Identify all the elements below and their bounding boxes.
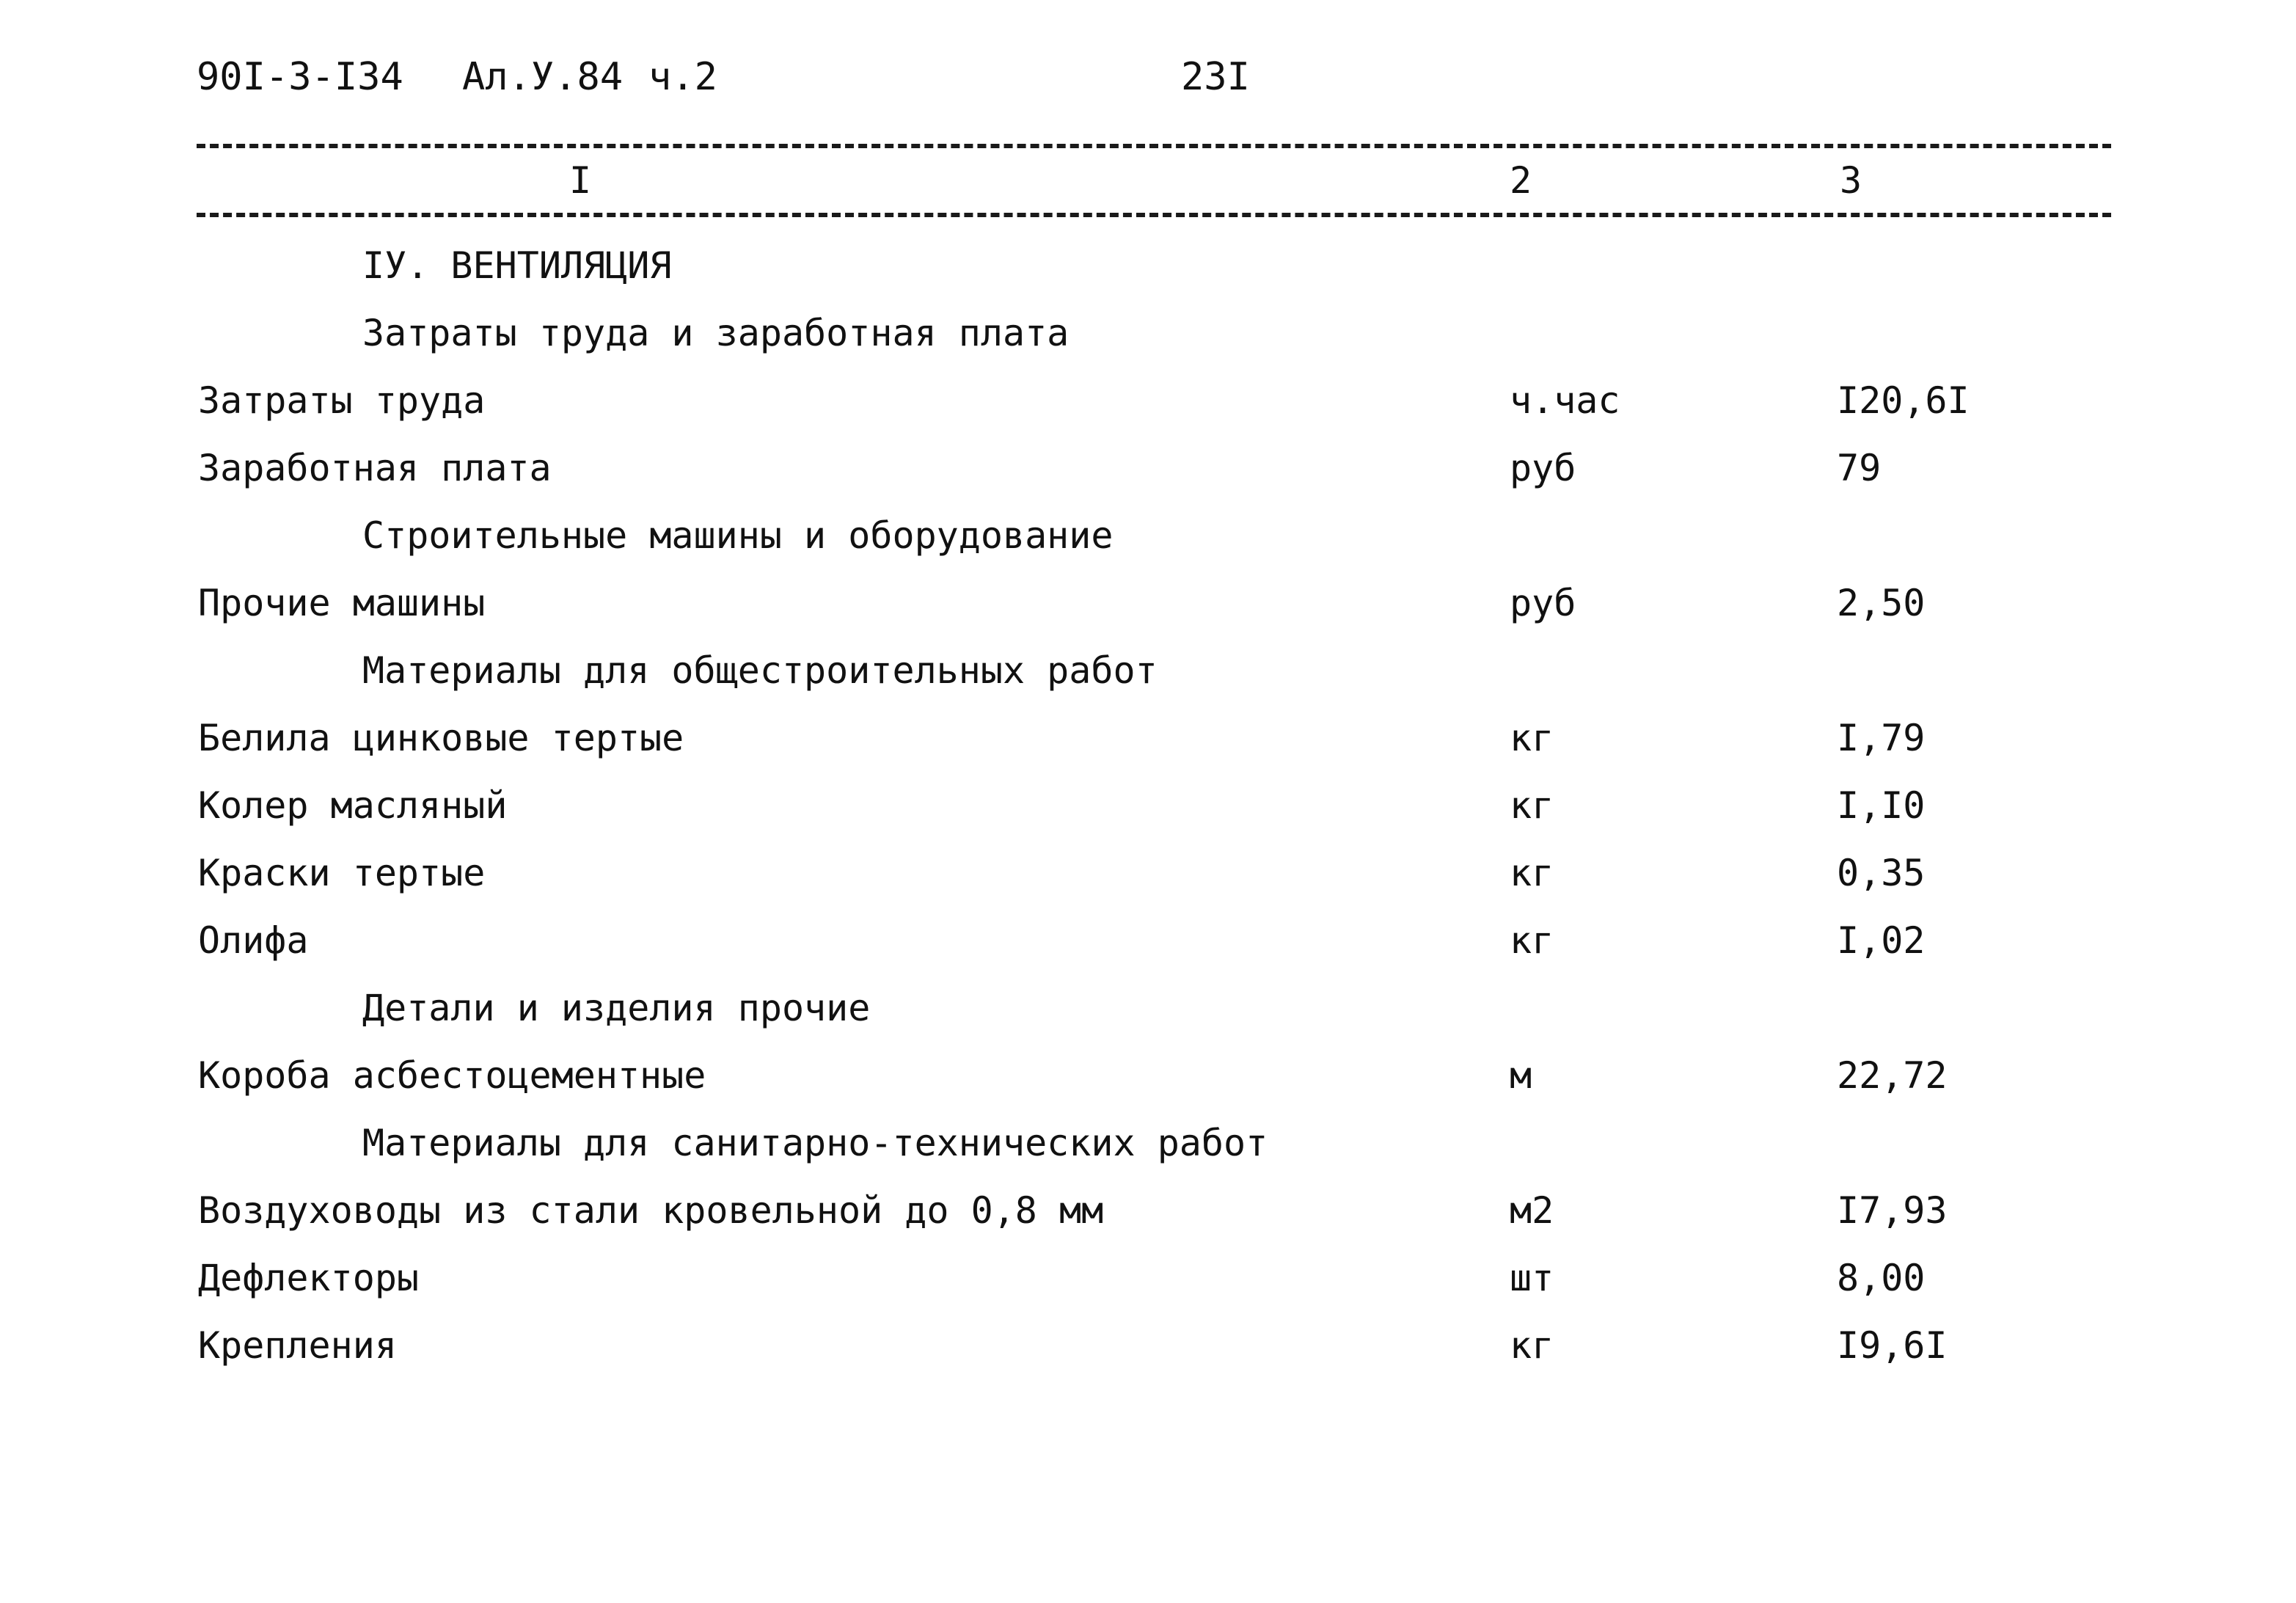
row-value: I9,6I — [1837, 1324, 1948, 1367]
row-value: 22,72 — [1837, 1054, 1948, 1097]
row-unit: шт — [1510, 1257, 1554, 1299]
group-title: Детали и изделия прочие — [362, 987, 871, 1029]
column-header-1: I — [569, 159, 592, 202]
group-title: Затраты труда и заработная плата — [362, 312, 1070, 354]
row-value: 79 — [1837, 447, 1882, 489]
row-unit: кг — [1510, 852, 1554, 894]
row-value: I20,6I — [1837, 379, 1970, 422]
row-value: I,79 — [1837, 717, 1926, 759]
row-unit: кг — [1510, 919, 1554, 962]
row-name: Воздуховоды из стали кровельной до 0,8 мм — [198, 1189, 1104, 1232]
document-code: 90I-3-I34 — [197, 55, 403, 99]
row-value: I,I0 — [1837, 784, 1926, 827]
row-value: 0,35 — [1837, 852, 1926, 894]
page-number: 23I — [1181, 55, 1250, 99]
group-title: Материалы для санитарно-технических работ — [362, 1122, 1268, 1164]
row-unit: ч.час — [1510, 379, 1620, 422]
column-header-3: 3 — [1840, 159, 1862, 202]
row-unit: кг — [1510, 784, 1554, 827]
row-name: Короба асбестоцементные — [198, 1054, 706, 1097]
part-number: ч.2 — [648, 55, 717, 99]
group-title: Материалы для общестроительных работ — [362, 649, 1158, 692]
row-name: Дефлекторы — [198, 1257, 420, 1299]
row-value: I,02 — [1837, 919, 1926, 962]
row-unit: м — [1510, 1054, 1532, 1097]
row-unit: руб — [1510, 447, 1576, 489]
row-value: I7,93 — [1837, 1189, 1948, 1232]
row-name: Краски тертые — [198, 852, 486, 894]
row-name: Прочие машины — [198, 582, 486, 624]
section-title: IУ. ВЕНТИЛЯЦИЯ — [362, 244, 672, 287]
row-unit: кг — [1510, 1324, 1554, 1367]
row-unit: кг — [1510, 717, 1554, 759]
row-value: 2,50 — [1837, 582, 1926, 624]
album-number: Ал.У.84 — [462, 55, 624, 99]
table-top-rule — [197, 144, 2111, 148]
row-name: Белила цинковые тертые — [198, 717, 684, 759]
row-unit: руб — [1510, 582, 1576, 624]
column-header-2: 2 — [1510, 159, 1532, 202]
row-unit: м2 — [1510, 1189, 1554, 1232]
group-title: Строительные машины и оборудование — [362, 514, 1114, 557]
row-value: 8,00 — [1837, 1257, 1926, 1299]
row-name: Затраты труда — [198, 379, 486, 422]
row-name: Заработная плата — [198, 447, 552, 489]
row-name: Олифа — [198, 919, 309, 962]
row-name: Колер масляный — [198, 784, 508, 827]
table-header-rule — [197, 213, 2111, 217]
row-name: Крепления — [198, 1324, 397, 1367]
